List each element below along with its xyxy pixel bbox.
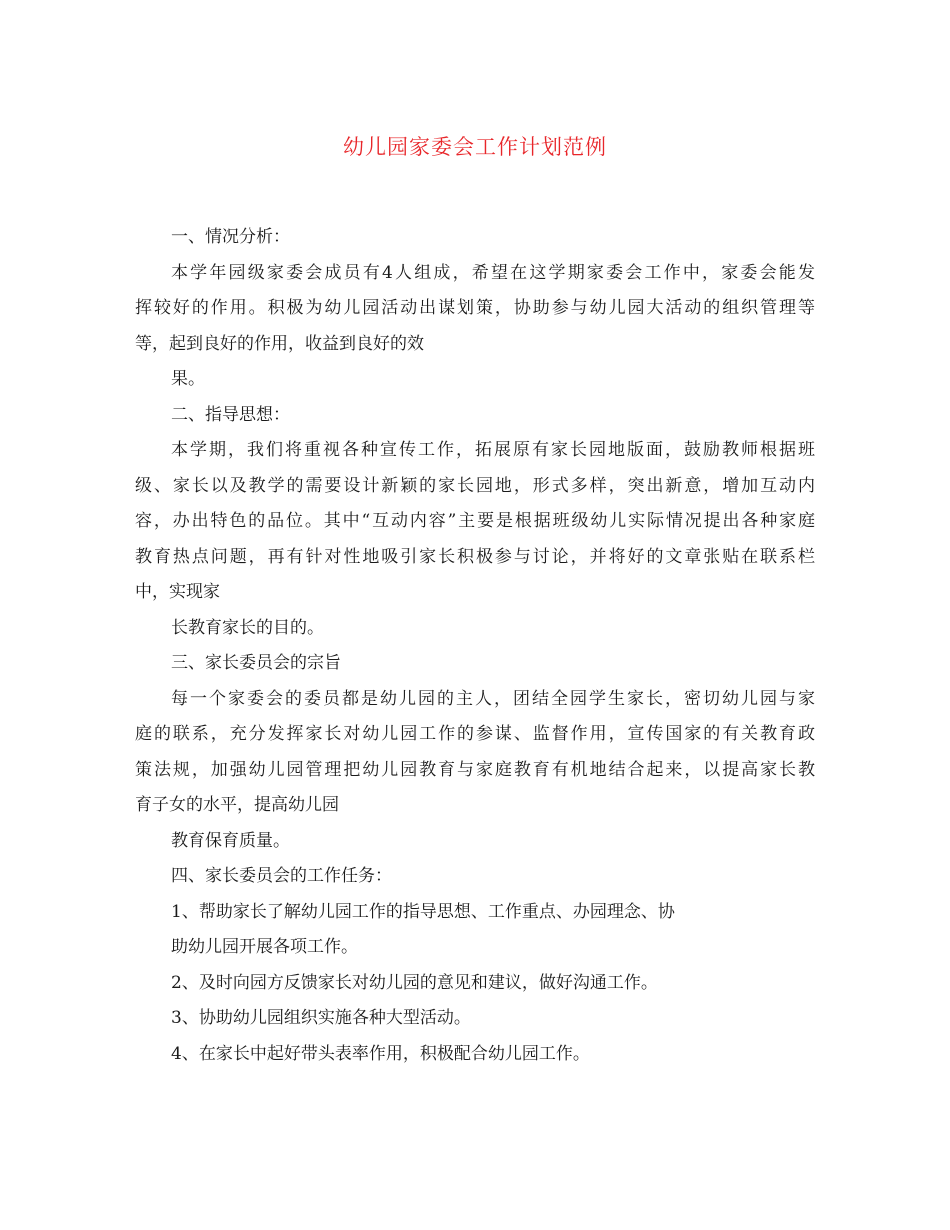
list-item: 2、及时向园方反馈家长对幼儿园的意见和建议，做好沟通工作。 (171, 972, 658, 993)
section-heading-tasks: 四、家长委员会的工作任务： (171, 866, 392, 886)
paragraph-line: 每一个家委会的委员都是幼儿园的主人，团结全园学生家长，密切幼儿园与家 (171, 688, 815, 709)
paragraph-line: 教育热点问题，再有针对性地吸引家长积极参与讨论，并将好的文章张贴在联系栏 (135, 546, 815, 567)
paragraph-line: 育子女的水平，提高幼儿园 (135, 795, 339, 815)
paragraph-line: 本学期，我们将重视各种宣传工作，拓展原有家长园地版面，鼓励教师根据班 (171, 440, 815, 460)
section-heading-purpose: 三、家长委员会的宗旨 (171, 653, 341, 673)
section-heading-situation: 一、情况分析： (171, 227, 290, 247)
list-item: 3、协助幼儿园组织实施各种大型活动。 (171, 1008, 471, 1028)
paragraph-line: 等，起到良好的作用，收益到良好的效 (135, 333, 424, 354)
paragraph-line: 长教育家长的目的。 (171, 617, 324, 638)
paragraph-line: 教育保育质量。 (171, 830, 290, 851)
section-heading-guiding-thought: 二、指导思想： (171, 404, 290, 425)
paragraph-line: 中，实现家 (135, 582, 220, 602)
paragraph-line: 本学年园级家委会成员有4人组成，希望在这学期家委会工作中，家委会能发 (171, 262, 815, 283)
list-item: 4、在家长中起好带头表率作用，积极配合幼儿园工作。 (171, 1043, 590, 1064)
paragraph-line: 果。 (171, 369, 205, 389)
list-item: 1、帮助家长了解幼儿园工作的指导思想、工作重点、办园理念、协 (171, 901, 675, 922)
paragraph-line: 级、家长以及教学的需要设计新颖的家长园地，形式多样，突出新意，增加互动内 (135, 475, 815, 496)
document-title: 幼儿园家委会工作计划范例 (343, 135, 607, 159)
list-item-continuation: 助幼儿园开展各项工作。 (171, 937, 358, 957)
paragraph-line: 容，办出特色的品位。其中“互动内容”主要是根据班级幼儿实际情况提出各种家庭 (135, 511, 815, 531)
paragraph-line: 策法规，加强幼儿园管理把幼儿园教育与家庭教育有机地结合起来，以提高家长教 (135, 759, 815, 780)
paragraph-line: 庭的联系，充分发挥家长对幼儿园工作的参谋、监督作用，宣传国家的有关教育政 (135, 724, 815, 744)
paragraph-line: 挥较好的作用。积极为幼儿园活动出谋划策，协助参与幼儿园大活动的组织管理等 (135, 298, 815, 318)
document-body (135, 220, 815, 1072)
